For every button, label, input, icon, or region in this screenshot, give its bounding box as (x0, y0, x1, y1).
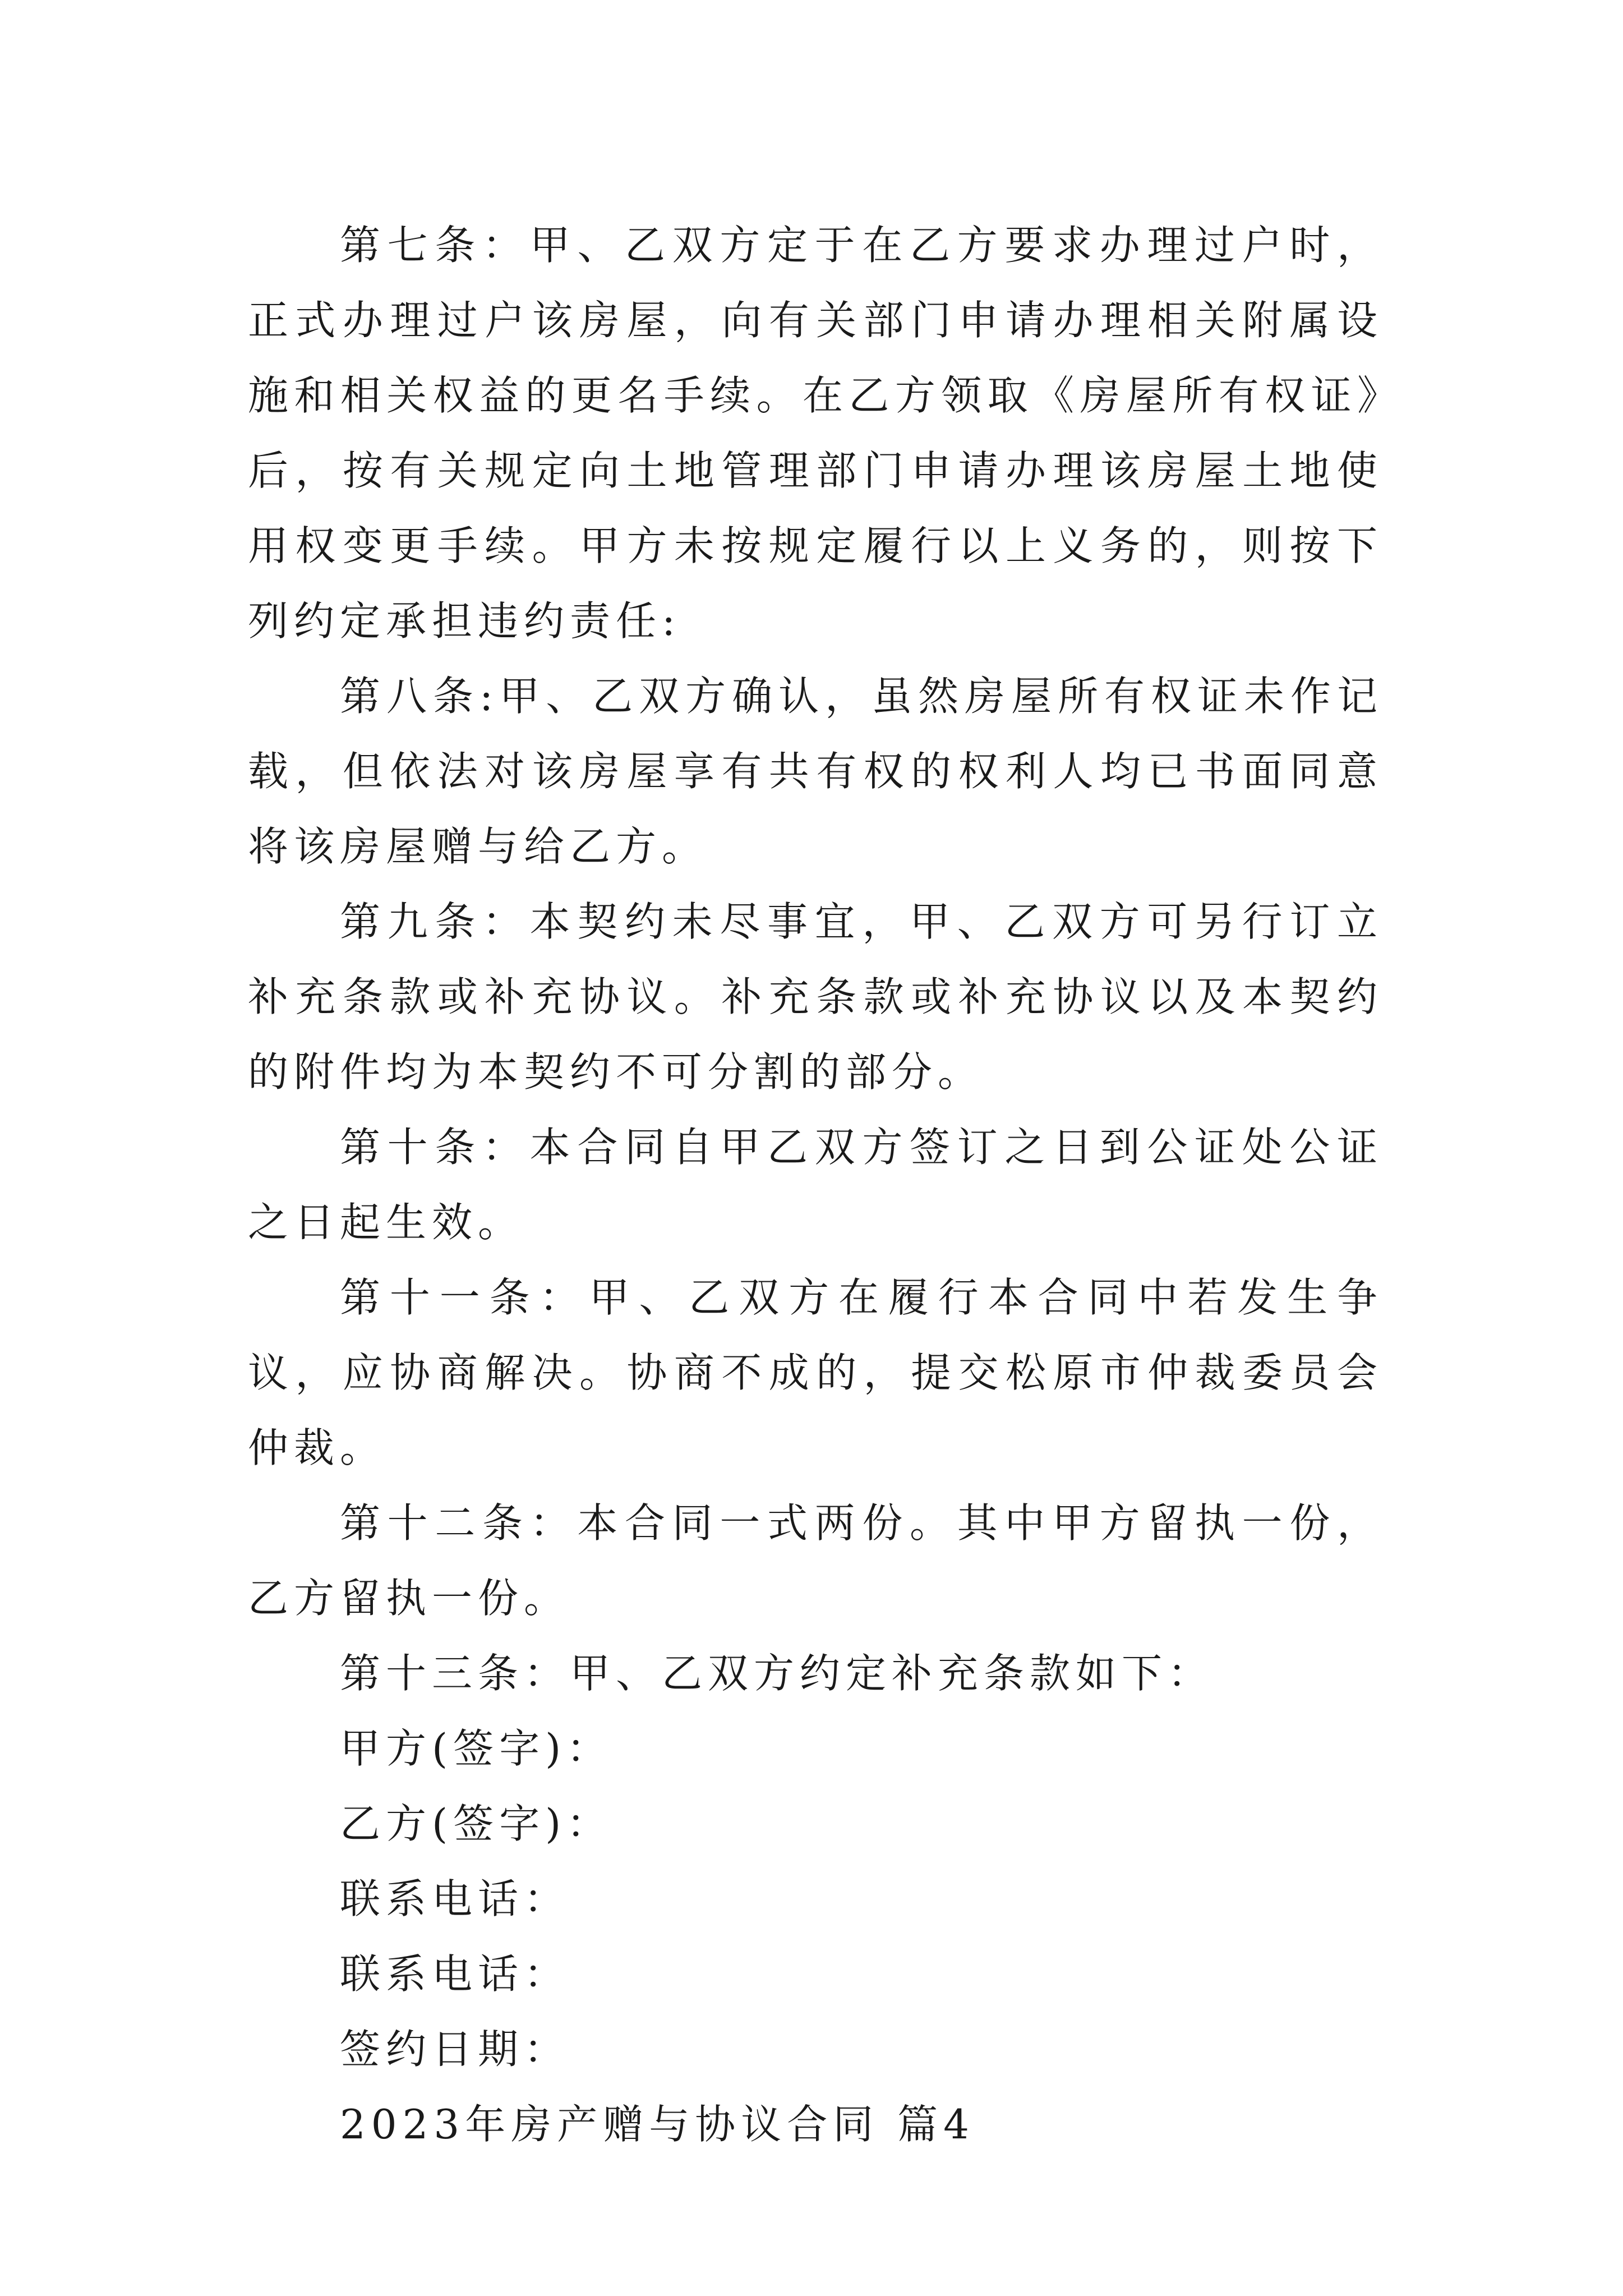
clause-13-line: 第十三条：甲、乙双方约定补充条款如下： (340, 1650, 1214, 1697)
next-contract-heading: 2023年房产赠与协议合同 篇4 (340, 2101, 975, 2148)
signing-date-label: 签约日期： (340, 2026, 570, 2073)
contact-phone-label-2: 联系电话： (340, 1950, 570, 1998)
party-a-signature-label: 甲方(签字)： (340, 1725, 613, 1772)
clause-9-paragraph: 第九条：本契约未尽事宜，甲、乙双方可另行订立补充条款或补充协议。补充条款或补充协议以及本契约的附件均为本契约不可分割的部分。 (248, 898, 1383, 1096)
clause-10-paragraph: 第十条：本合同自甲乙双方签订之日到公证处公证之日起生效。 (248, 1124, 1383, 1246)
document-body (248, 208, 1383, 2162)
clause-12-paragraph: 第十二条：本合同一式两份。其中甲方留执一份，乙方留执一份。 (248, 1499, 1383, 1622)
clause-11-paragraph: 第十一条：甲、乙双方在履行本合同中若发生争议，应协商解决。协商不成的，提交松原市仲裁委员会仲裁。 (248, 1274, 1383, 1471)
party-b-signature-label: 乙方(签字)： (340, 1800, 613, 1847)
clause-8-paragraph: 第八条:甲、乙双方确认，虽然房屋所有权证未作记载，但依法对该房屋享有共有权的权利人均已书面同意将该房屋赠与给乙方。 (248, 673, 1383, 870)
contact-phone-label-1: 联系电话： (340, 1875, 570, 1922)
clause-7-paragraph: 第七条：甲、乙双方定于在乙方要求办理过户时，正式办理过户该房屋，向有关部门申请办理相关附属设施和相关权益的更名手续。在乙方领取《房屋所有权证》后，按有关规定向土地管理部门申请办理该房屋土地使用权变更手续。甲方未按规定履行以上义务的，则按下列约定承担违约责任: (248, 222, 1383, 645)
